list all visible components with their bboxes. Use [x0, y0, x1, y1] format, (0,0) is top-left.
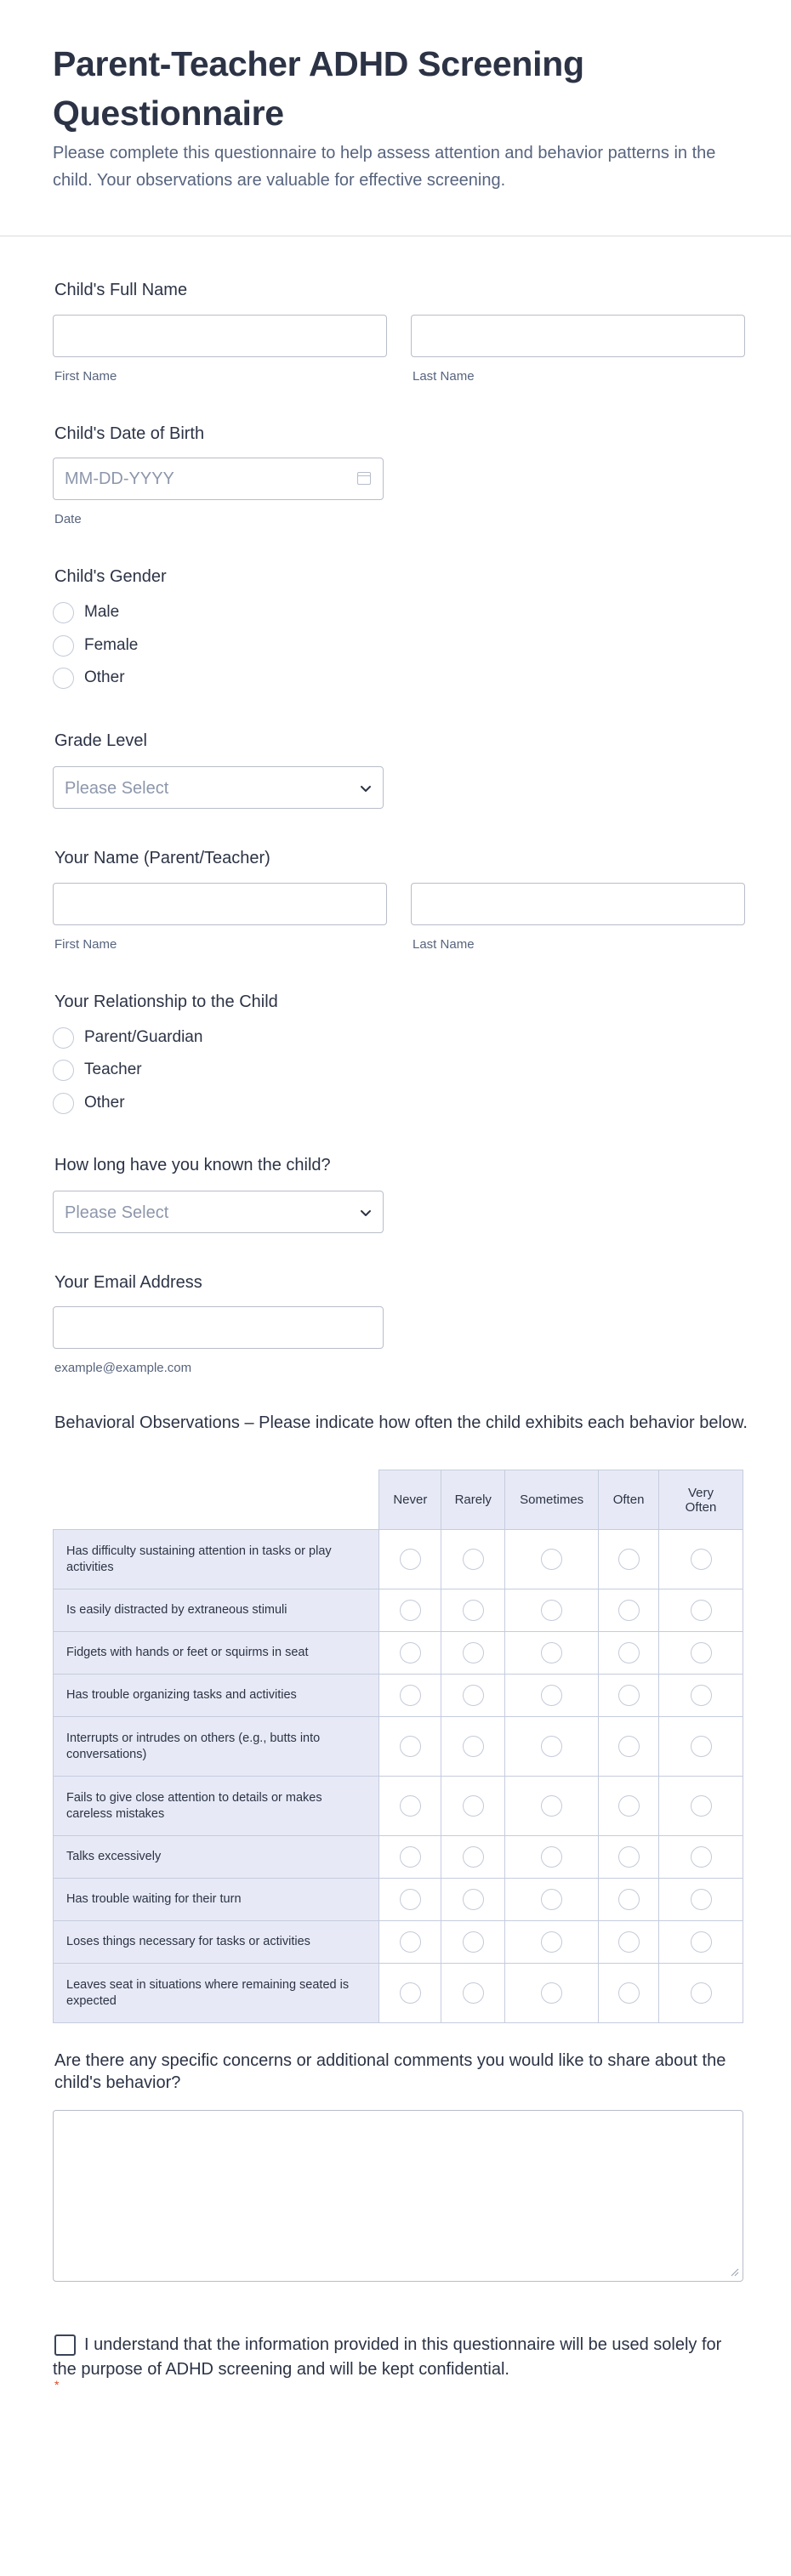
matrix-row [54, 1964, 743, 2023]
comments-textarea[interactable] [53, 2110, 743, 2282]
matrix-radio-button[interactable] [541, 1931, 562, 1953]
matrix-cell[interactable] [599, 1632, 659, 1675]
matrix-radio-button[interactable] [541, 1549, 562, 1570]
matrix-cell[interactable] [379, 1836, 441, 1879]
matrix-radio-button[interactable] [400, 1736, 421, 1757]
behavior-matrix [53, 1470, 743, 2023]
matrix-cell[interactable] [659, 1964, 743, 2023]
matrix-radio-button[interactable] [691, 1685, 712, 1706]
matrix-radio-button[interactable] [691, 1600, 712, 1621]
matrix-radio-button[interactable] [463, 1889, 484, 1910]
matrix-radio-button[interactable] [463, 1795, 484, 1817]
child-last-name-input[interactable] [411, 315, 745, 357]
matrix-column-header: Never [379, 1470, 441, 1530]
matrix-row-label: Has trouble waiting for their turn [54, 1879, 379, 1921]
matrix-row [54, 1921, 743, 1964]
matrix-cell[interactable] [599, 1530, 659, 1589]
matrix-corner [54, 1470, 379, 1530]
matrix-cell[interactable] [505, 1589, 599, 1632]
matrix-radio-button[interactable] [541, 1736, 562, 1757]
child-gender-label: Child's Gender [54, 567, 167, 586]
matrix-column-header: Very Often [659, 1470, 743, 1530]
matrix-row [54, 1836, 743, 1879]
matrix-radio-button[interactable] [618, 1795, 640, 1817]
radio-button[interactable] [53, 635, 74, 657]
matrix-radio-button[interactable] [618, 1982, 640, 2004]
matrix-radio-button[interactable] [691, 1736, 712, 1757]
matrix-radio-button[interactable] [618, 1642, 640, 1663]
matrix-cell[interactable] [441, 1836, 505, 1879]
matrix-cell[interactable] [599, 1589, 659, 1632]
known-duration-select[interactable] [53, 1191, 384, 1233]
matrix-column-header: Often [599, 1470, 659, 1530]
matrix-radio-button[interactable] [541, 1642, 562, 1663]
matrix-cell[interactable] [659, 1632, 743, 1675]
required-asterisk: * [54, 2378, 60, 2391]
matrix-radio-button[interactable] [691, 1889, 712, 1910]
matrix-cell[interactable] [505, 1879, 599, 1921]
matrix-radio-button[interactable] [691, 1642, 712, 1663]
calendar-icon[interactable] [357, 472, 371, 485]
matrix-cell[interactable] [505, 1964, 599, 2023]
radio-label: Parent/Guardian [84, 1028, 203, 1046]
matrix-cell[interactable] [441, 1717, 505, 1777]
radio-label: Teacher [84, 1061, 142, 1078]
matrix-radio-button[interactable] [618, 1931, 640, 1953]
radio-label: Other [84, 1094, 125, 1112]
matrix-radio-button[interactable] [541, 1846, 562, 1868]
chevron-down-icon [357, 780, 374, 797]
matrix-radio-button[interactable] [400, 1982, 421, 2004]
matrix-radio-button[interactable] [691, 1549, 712, 1570]
matrix-row-label: Is easily distracted by extraneous stimuli [54, 1589, 379, 1632]
matrix-cell[interactable] [659, 1777, 743, 1836]
form-header [0, 0, 791, 236]
matrix-radio-button[interactable] [618, 1736, 640, 1757]
matrix-cell[interactable] [505, 1530, 599, 1589]
matrix-cell[interactable] [441, 1964, 505, 2023]
matrix-radio-button[interactable] [400, 1795, 421, 1817]
matrix-cell[interactable] [441, 1675, 505, 1717]
matrix-radio-button[interactable] [463, 1685, 484, 1706]
child-dob-input[interactable] [53, 458, 384, 500]
radio-button[interactable] [53, 1093, 74, 1114]
matrix-radio-button[interactable] [400, 1600, 421, 1621]
matrix-radio-button[interactable] [618, 1846, 640, 1868]
matrix-radio-button[interactable] [400, 1685, 421, 1706]
matrix-radio-button[interactable] [463, 1846, 484, 1868]
matrix-row-label: Fidgets with hands or feet or squirms in seat [54, 1632, 379, 1675]
matrix-radio-button[interactable] [691, 1931, 712, 1953]
matrix-row-label: Talks excessively [54, 1836, 379, 1879]
child-dob-sublabel: Date [54, 512, 82, 526]
your-last-name-sublabel: Last Name [413, 937, 475, 952]
matrix-cell[interactable] [599, 1879, 659, 1921]
matrix-cell[interactable] [441, 1879, 505, 1921]
matrix-cell[interactable] [379, 1964, 441, 2023]
matrix-cell[interactable] [505, 1836, 599, 1879]
matrix-row [54, 1777, 743, 1836]
known-duration-selected-value: Please Select [65, 1203, 169, 1222]
matrix-cell[interactable] [599, 1717, 659, 1777]
matrix-row [54, 1589, 743, 1632]
matrix-radio-button[interactable] [463, 1736, 484, 1757]
matrix-radio-button[interactable] [400, 1549, 421, 1570]
matrix-cell[interactable] [441, 1530, 505, 1589]
matrix-radio-button[interactable] [541, 1889, 562, 1910]
matrix-radio-button[interactable] [463, 1549, 484, 1570]
matrix-cell[interactable] [379, 1879, 441, 1921]
matrix-cell[interactable] [659, 1530, 743, 1589]
matrix-radio-button[interactable] [691, 1846, 712, 1868]
grade-level-label: Grade Level [54, 731, 147, 750]
consent-checkbox[interactable] [54, 2334, 76, 2356]
child-first-name-input[interactable] [53, 315, 387, 357]
resize-grip-icon[interactable] [729, 2266, 739, 2277]
your-name-label: Your Name (Parent/Teacher) [54, 849, 270, 867]
matrix-row [54, 1632, 743, 1675]
page-title: Parent-Teacher ADHD Screening Questionnaire [53, 44, 584, 133]
radio-button[interactable] [53, 602, 74, 623]
matrix-cell[interactable] [599, 1675, 659, 1717]
matrix-cell[interactable] [505, 1717, 599, 1777]
child-last-name-sublabel: Last Name [413, 369, 475, 384]
grade-level-select[interactable] [53, 766, 384, 809]
matrix-cell[interactable] [441, 1632, 505, 1675]
matrix-radio-button[interactable] [463, 1642, 484, 1663]
matrix-row-label: Leaves seat in situations where remaining seated is expected [54, 1964, 379, 2023]
matrix-column-header: Rarely [441, 1470, 505, 1530]
known-duration-label: How long have you known the child? [54, 1156, 331, 1174]
matrix-cell[interactable] [441, 1921, 505, 1964]
matrix-column-header: Sometimes [505, 1470, 599, 1530]
matrix-cell[interactable] [659, 1836, 743, 1879]
matrix-radio-button[interactable] [618, 1549, 640, 1570]
matrix-cell[interactable] [659, 1921, 743, 1964]
matrix-cell[interactable] [659, 1717, 743, 1777]
radio-button[interactable] [53, 1027, 74, 1049]
consent-text: I understand that the information provided in this questionnaire will be used solely for the purpose of ADHD screening and will be kept confidential. [53, 2335, 722, 2379]
matrix-cell[interactable] [441, 1777, 505, 1836]
matrix-radio-button[interactable] [400, 1846, 421, 1868]
matrix-radio-button[interactable] [541, 1685, 562, 1706]
matrix-cell[interactable] [505, 1675, 599, 1717]
matrix-cell[interactable] [659, 1879, 743, 1921]
page-subtitle: Please complete this questionnaire to help assess attention and behavior patterns in the child. Your observations are valuable for effective screening. [53, 144, 716, 190]
radio-label: Male [84, 603, 120, 621]
matrix-radio-button[interactable] [463, 1982, 484, 2004]
grade-level-selected-value: Please Select [65, 779, 169, 798]
matrix-cell[interactable] [659, 1589, 743, 1632]
matrix-cell[interactable] [505, 1777, 599, 1836]
chevron-down-icon [357, 1204, 374, 1221]
matrix-row-label: Loses things necessary for tasks or activities [54, 1921, 379, 1964]
matrix-row-label: Has difficulty sustaining attention in tasks or play activities [54, 1530, 379, 1589]
matrix-radio-button[interactable] [463, 1931, 484, 1953]
matrix-cell[interactable] [379, 1530, 441, 1589]
matrix-row-label: Has trouble organizing tasks and activities [54, 1675, 379, 1717]
matrix-row-label: Fails to give close attention to details or makes careless mistakes [54, 1777, 379, 1836]
matrix-radio-button[interactable] [691, 1982, 712, 2004]
matrix-cell[interactable] [599, 1777, 659, 1836]
matrix-radio-button[interactable] [400, 1931, 421, 1953]
matrix-cell[interactable] [441, 1589, 505, 1632]
matrix-row [54, 1675, 743, 1717]
matrix-cell[interactable] [379, 1717, 441, 1777]
matrix-radio-button[interactable] [541, 1600, 562, 1621]
matrix-cell[interactable] [379, 1675, 441, 1717]
matrix-radio-button[interactable] [618, 1685, 640, 1706]
matrix-radio-button[interactable] [400, 1642, 421, 1663]
matrix-radio-button[interactable] [541, 1982, 562, 2004]
matrix-cell[interactable] [379, 1589, 441, 1632]
radio-button[interactable] [53, 1060, 74, 1081]
matrix-row [54, 1530, 743, 1589]
matrix-cell[interactable] [659, 1675, 743, 1717]
matrix-cell[interactable] [599, 1836, 659, 1879]
child-name-label: Child's Full Name [54, 281, 188, 299]
matrix-cell[interactable] [379, 1777, 441, 1836]
matrix-radio-button[interactable] [618, 1600, 640, 1621]
email-input[interactable] [53, 1306, 384, 1349]
matrix-row [54, 1717, 743, 1777]
matrix-cell[interactable] [379, 1632, 441, 1675]
your-last-name-input[interactable] [411, 883, 745, 925]
matrix-row [54, 1879, 743, 1921]
radio-label: Other [84, 668, 125, 686]
matrix-radio-button[interactable] [400, 1889, 421, 1910]
your-first-name-sublabel: First Name [54, 937, 117, 952]
radio-button[interactable] [53, 668, 74, 689]
comments-label: Are there any specific concerns or additional comments you would like to share about the child's behavior? [54, 2051, 726, 2092]
radio-label: Female [84, 636, 139, 654]
matrix-cell[interactable] [379, 1921, 441, 1964]
matrix-cell[interactable] [599, 1964, 659, 2023]
behavior-section-title: Behavioral Observations – Please indicate how often the child exhibits each behavior below. [54, 1413, 748, 1432]
child-first-name-sublabel: First Name [54, 369, 117, 384]
your-first-name-input[interactable] [53, 883, 387, 925]
matrix-cell[interactable] [505, 1632, 599, 1675]
matrix-radio-button[interactable] [691, 1795, 712, 1817]
email-sublabel: example@example.com [54, 1361, 192, 1375]
matrix-cell[interactable] [505, 1921, 599, 1964]
matrix-row-label: Interrupts or intrudes on others (e.g., butts into conversations) [54, 1717, 379, 1777]
child-dob-label: Child's Date of Birth [54, 424, 205, 443]
matrix-radio-button[interactable] [541, 1795, 562, 1817]
matrix-radio-button[interactable] [618, 1889, 640, 1910]
email-label: Your Email Address [54, 1273, 202, 1292]
matrix-cell[interactable] [599, 1921, 659, 1964]
relationship-label: Your Relationship to the Child [54, 992, 278, 1011]
matrix-radio-button[interactable] [463, 1600, 484, 1621]
